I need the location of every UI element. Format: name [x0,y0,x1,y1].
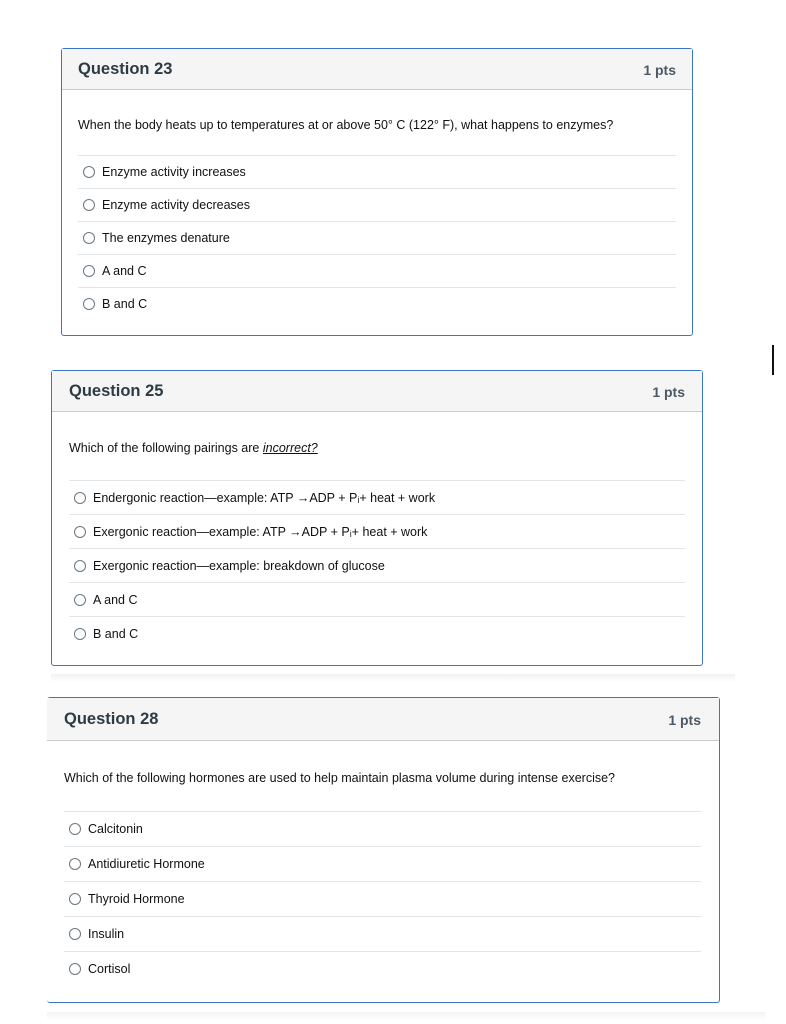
radio-button[interactable] [69,893,81,905]
answer-label: A and C [93,592,138,607]
question-title: Question 25 [69,382,164,400]
answer-option[interactable] [78,287,676,320]
answer-label: Enzyme activity decreases [102,198,250,212]
radio-button[interactable] [83,232,95,244]
question-text: Which of the following hormones are used to help maintain plasma volume during intense exercise? [64,771,615,785]
question-title: Question 28 [64,710,159,728]
answer-label: B and C [102,297,148,311]
radio-button[interactable] [69,858,81,870]
answer-option[interactable] [64,811,701,846]
radio-button[interactable] [69,823,81,835]
question-title: Question 23 [78,60,173,78]
question-text-emphasis: incorrect? [262,441,318,455]
answer-option[interactable] [69,582,685,616]
radio-button[interactable] [74,594,86,606]
question-text [69,441,318,455]
question-points: 1 pts [643,62,676,78]
radio-button[interactable] [83,166,95,178]
answer-option[interactable] [64,916,701,951]
radio-button[interactable] [74,526,86,538]
answer-option[interactable] [64,846,701,881]
question-header [47,698,719,741]
answer-label: Antidiuretic Hormone [88,857,205,871]
radio-button[interactable] [83,199,95,211]
question-card-28 [47,697,720,1003]
question-card-25 [51,370,703,666]
question-card-23 [61,48,693,336]
answer-option[interactable] [78,254,676,287]
answer-option[interactable] [64,951,701,986]
answer-option[interactable] [69,548,685,582]
answer-label: Insulin [88,927,125,941]
answer-label: Thyroid Hormone [88,892,185,906]
answer-label: Cortisol [88,962,131,976]
answer-option[interactable] [78,221,676,254]
answer-label: Exergonic reaction—example: ATP →ADP + Pᵢ+ heat + work [93,524,428,539]
question-header [62,49,692,90]
text-cursor-icon [772,345,774,375]
radio-button[interactable] [74,628,86,640]
answer-option[interactable] [64,881,701,916]
question-points: 1 pts [668,712,701,728]
radio-button[interactable] [83,265,95,277]
scroll-shadow [47,1012,765,1020]
answer-label: Enzyme activity increases [102,165,246,179]
answer-label: B and C [93,626,139,641]
question-points: 1 pts [652,384,685,400]
scroll-shadow [51,674,735,682]
radio-button[interactable] [69,928,81,940]
answer-option[interactable] [69,480,685,514]
answer-option[interactable] [78,155,676,188]
answer-label: A and C [102,264,147,278]
question-text: When the body heats up to temperatures at or above 50° C (122° F), what happens to enzymes? [78,118,614,132]
answer-option[interactable] [69,514,685,548]
radio-button[interactable] [83,298,95,310]
answer-label: The enzymes denature [102,231,230,245]
answer-label: Endergonic reaction—example: ATP →ADP + Pᵢ+ heat + work [93,490,436,505]
answer-label: Exergonic reaction—example: breakdown of glucose [93,558,385,573]
answer-option[interactable] [78,188,676,221]
question-header [52,371,702,412]
answer-option[interactable] [69,616,685,650]
radio-button[interactable] [74,492,86,504]
radio-button[interactable] [69,963,81,975]
answer-label: Calcitonin [88,822,143,836]
radio-button[interactable] [74,560,86,572]
question-text-prefix: Which of the following pairings are [69,441,263,455]
